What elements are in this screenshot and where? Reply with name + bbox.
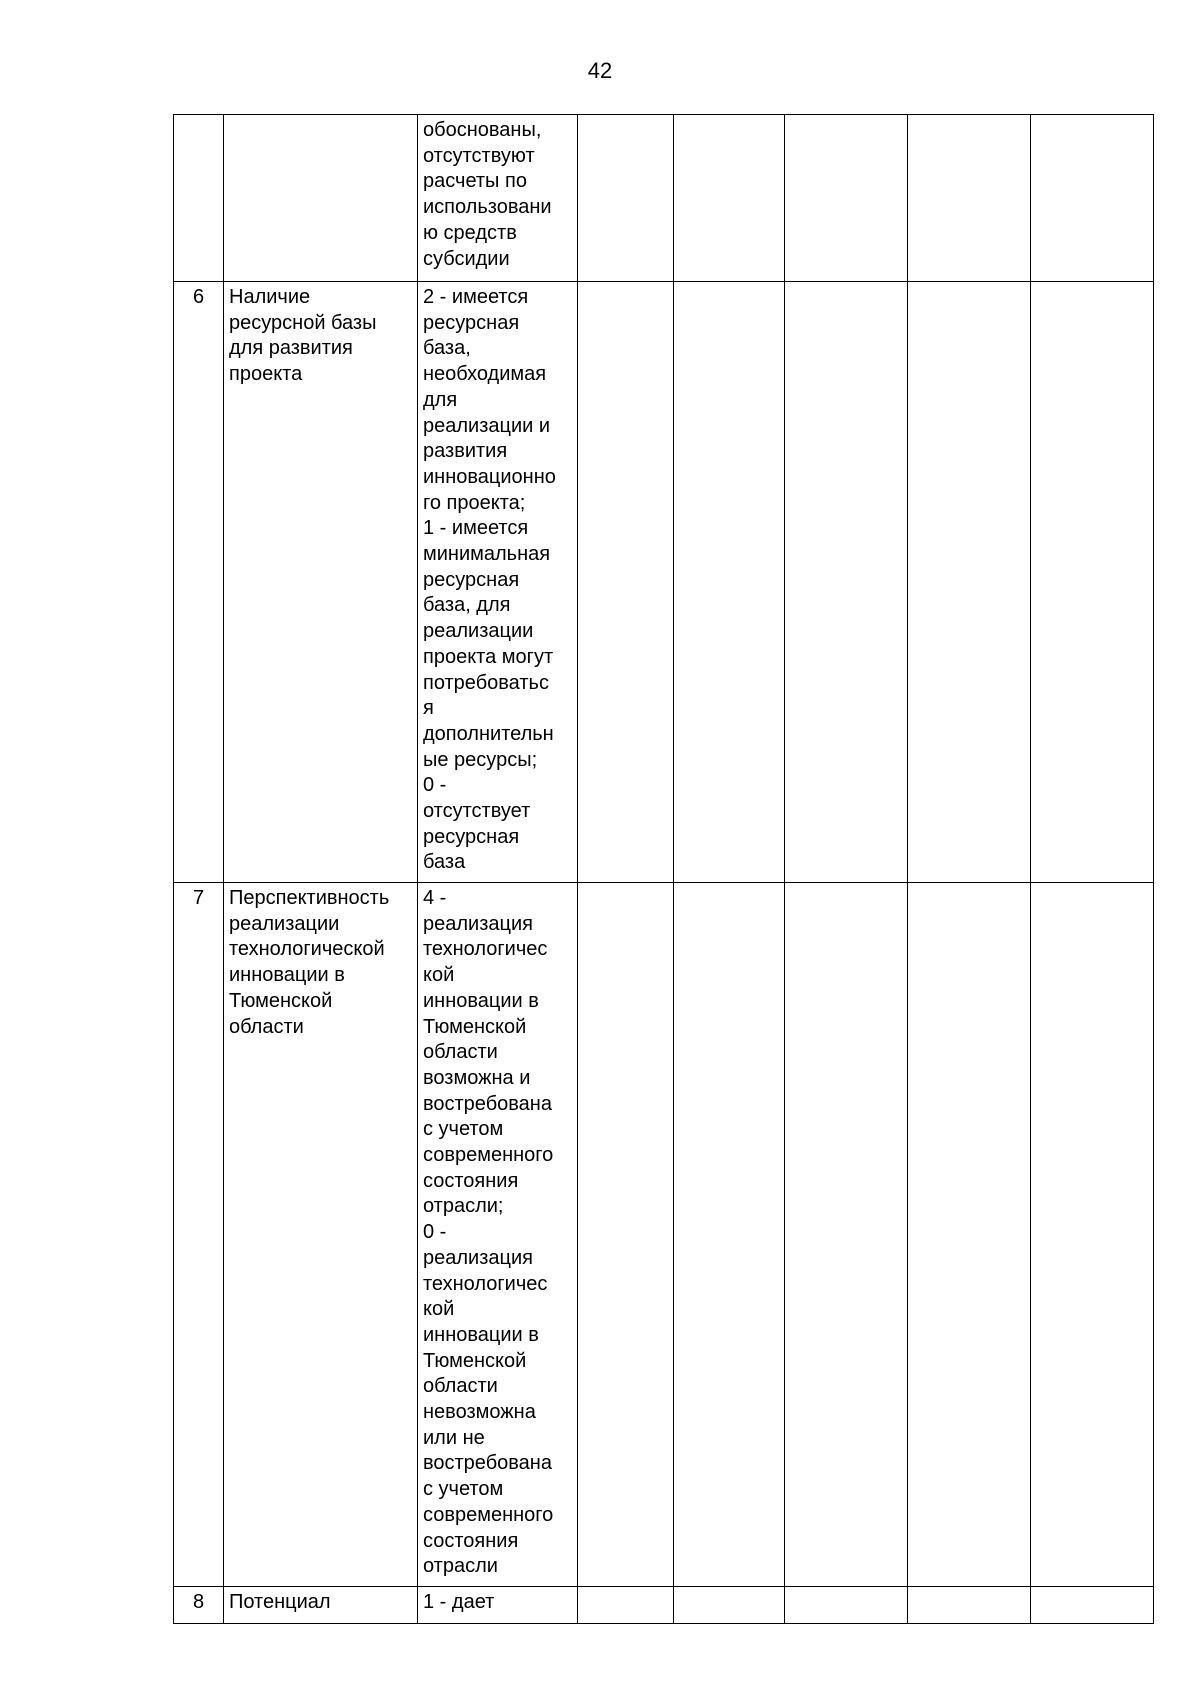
table-row xyxy=(174,282,1154,883)
empty-cell xyxy=(578,282,674,883)
empty-cell xyxy=(674,282,785,883)
page-number: 42 xyxy=(587,58,613,83)
empty-cell xyxy=(578,1587,674,1624)
empty-cell xyxy=(578,115,674,282)
row-number-cell: 8 xyxy=(174,1587,224,1624)
empty-cell xyxy=(578,883,674,1587)
indicator-name-cell xyxy=(224,115,418,282)
row-number-cell: 7 xyxy=(174,883,224,1587)
empty-cell xyxy=(674,1587,785,1624)
empty-cell xyxy=(674,883,785,1587)
empty-cell xyxy=(908,282,1031,883)
scoring-criteria-cell: 2 - имеется ресурсная база, необходимая для реализации и развития инновационно го проекта; 1 - имеется минимальная ресурсная база, для реализации проекта могут потребоватьс я дополнительн ые ресурсы; 0 - отсутствует ресурсная база xyxy=(418,282,578,883)
criteria-table xyxy=(173,114,1154,1624)
empty-cell xyxy=(785,883,908,1587)
empty-cell xyxy=(674,115,785,282)
table-row xyxy=(174,883,1154,1587)
empty-cell xyxy=(908,115,1031,282)
empty-cell xyxy=(785,282,908,883)
empty-cell xyxy=(785,1587,908,1624)
scoring-criteria-cell: 1 - дает xyxy=(418,1587,578,1624)
empty-cell xyxy=(1031,1587,1154,1624)
table-row xyxy=(174,1587,1154,1624)
table-row xyxy=(174,115,1154,282)
empty-cell xyxy=(1031,282,1154,883)
empty-cell xyxy=(785,115,908,282)
scoring-criteria-cell: обоснованы, отсутствуют расчеты по использовани ю средств субсидии xyxy=(418,115,578,282)
empty-cell xyxy=(1031,115,1154,282)
scoring-criteria-cell: 4 - реализация технологичес кой инновации в Тюменской области возможна и востребована с учетом современного состояния отрасли; 0 - реализация технологичес кой инновации в Тюменской области невозможна или не востребована с учетом современного состояния отрасли xyxy=(418,883,578,1587)
row-number-cell: 6 xyxy=(174,282,224,883)
empty-cell xyxy=(908,883,1031,1587)
empty-cell xyxy=(1031,883,1154,1587)
indicator-name-cell: Потенциал xyxy=(224,1587,418,1624)
indicator-name-cell: Перспективность реализации технологической инновации в Тюменской области xyxy=(224,883,418,1587)
empty-cell xyxy=(908,1587,1031,1624)
indicator-name-cell: Наличие ресурсной базы для развития проекта xyxy=(224,282,418,883)
row-number-cell xyxy=(174,115,224,282)
